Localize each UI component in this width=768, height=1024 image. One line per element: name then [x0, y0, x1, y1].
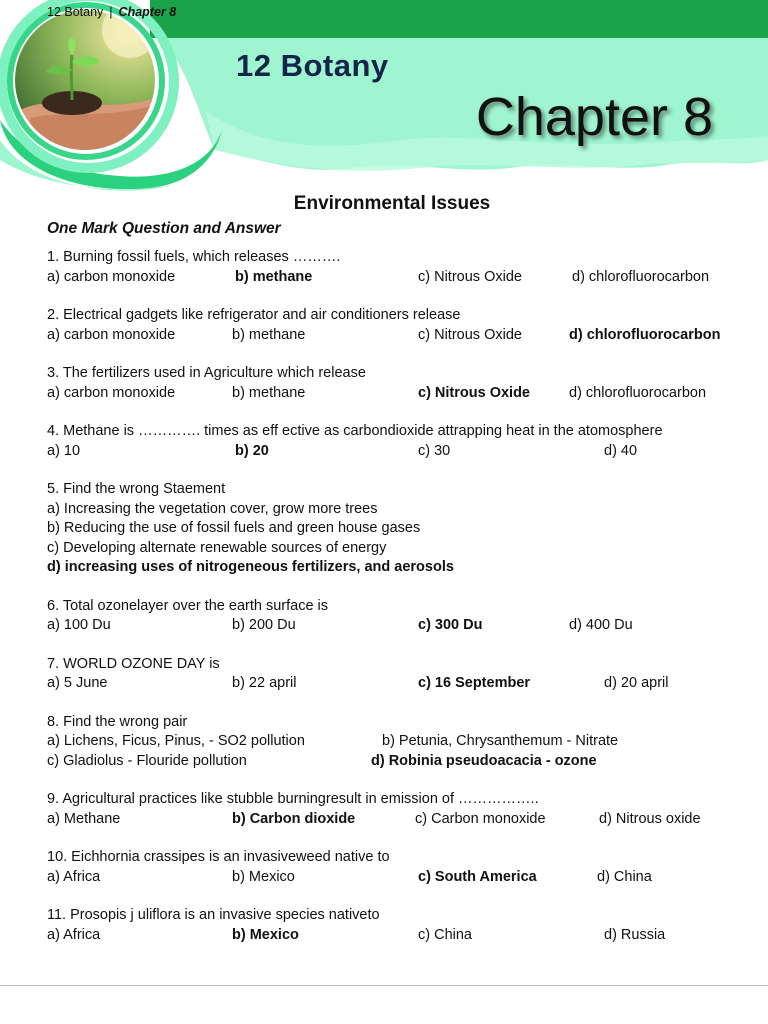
- footer-divider: [0, 985, 768, 986]
- answer-option: a) Africa: [47, 868, 101, 885]
- question-text: 7. WORLD OZONE DAY is: [47, 655, 220, 672]
- answer-option: a) 100 Du: [47, 617, 111, 633]
- answer-option: a) carbon monoxide: [47, 384, 176, 401]
- content: [47, 190, 737, 964]
- answer-option-correct: b) methane: [235, 268, 313, 285]
- answer-option: d) 400 Du: [569, 617, 633, 633]
- question-text: 9. Agricultural practices like stubble burningresult in emission of ……………..: [47, 791, 539, 807]
- answer-option-correct: b) 20: [235, 442, 269, 459]
- answer-option: a) carbon monoxide: [47, 326, 176, 343]
- question-9: [47, 790, 737, 829]
- answer-option: b) Reducing the use of fossil fuels and green house gases: [47, 520, 421, 536]
- running-head: [47, 5, 176, 19]
- question-text: 3. The fertilizers used in Agriculture which release: [47, 365, 366, 381]
- answer-option-correct: c) 16 September: [418, 675, 531, 691]
- answer-option: d) chlorofluorocarbon: [569, 384, 707, 401]
- answer-option: d) Nitrous oxide: [599, 810, 701, 827]
- options-row: [47, 326, 737, 346]
- options-row: [47, 442, 737, 462]
- answer-option: c) Nitrous Oxide: [418, 326, 522, 343]
- chapter-title: Chapter 8: [475, 87, 713, 147]
- question-text: 1. Burning fossil fuels, which releases ……….: [47, 249, 341, 265]
- answer-option: b) 200 Du: [232, 617, 296, 633]
- answer-option: c) 30: [418, 442, 451, 459]
- answer-option-correct: c) 300 Du: [418, 617, 483, 633]
- question-text: 5. Find the wrong Staement: [47, 481, 226, 497]
- answer-option: c) Developing alternate renewable sources of energy: [47, 539, 387, 556]
- answer-option: a) 5 June: [47, 675, 108, 691]
- answer-option: c) China: [418, 926, 472, 943]
- answer-option-correct: d) increasing uses of nitrogeneous fertilizers, and aerosols: [47, 559, 454, 575]
- answer-option: a) Africa: [47, 926, 101, 943]
- answer-option: d) 40: [604, 442, 638, 459]
- options-row: [47, 732, 737, 752]
- answer-option-correct: d) Robinia pseudoacacia - ozone: [371, 752, 597, 769]
- answer-option: c) Carbon monoxide: [415, 810, 546, 827]
- question-text: 10. Eichhornia crassipes is an invasiveweed native to: [47, 849, 390, 865]
- answer-option: c) Nitrous Oxide: [418, 268, 522, 285]
- question-7: [47, 655, 737, 694]
- question-10: [47, 848, 737, 887]
- answer-option-correct: d) chlorofluorocarbon: [569, 326, 721, 343]
- page-title: Environmental Issues: [293, 193, 491, 214]
- answer-option: c) Gladiolus - Flouride pollution: [47, 752, 247, 769]
- options-row: [47, 616, 737, 636]
- question-text: 2. Electrical gadgets like refrigerator and air conditioners release: [47, 307, 461, 323]
- answer-option: d) chlorofluorocarbon: [572, 268, 710, 285]
- answer-option: a) 10: [47, 442, 81, 459]
- question-text: 6. Total ozonelayer over the earth surface is: [47, 597, 329, 614]
- options-row: [47, 868, 737, 888]
- answer-option: a) Lichens, Ficus, Pinus, - SO2 pollution: [47, 733, 305, 749]
- answer-option-correct: c) Nitrous Oxide: [418, 384, 530, 401]
- answer-option: d) China: [597, 868, 652, 885]
- book-title: 12 Botany: [236, 48, 389, 83]
- options-row: [47, 384, 737, 404]
- options-row: [47, 810, 737, 830]
- question-text: 11. Prosopis j uliflora is an invasive species nativeto: [47, 907, 380, 923]
- answer-option: a) Increasing the vegetation cover, grow more trees: [47, 500, 378, 517]
- answer-option: a) Methane: [47, 810, 121, 827]
- answer-option-correct: c) South America: [418, 868, 537, 885]
- question-5: [47, 480, 737, 578]
- running-chapter: Chapter 8: [118, 5, 177, 19]
- question-1: [47, 248, 737, 287]
- question-text: 4. Methane is …………. times as eff ective as carbondioxide attrapping heat in the atomosphere: [47, 423, 663, 439]
- question-6: [47, 597, 737, 636]
- options-row: [47, 926, 737, 946]
- options-row: [47, 752, 737, 772]
- answer-option: b) Mexico: [232, 868, 295, 885]
- question-2: [47, 306, 737, 345]
- options-row: [47, 674, 737, 694]
- answer-option: d) 20 april: [604, 675, 669, 691]
- running-separator: |: [109, 5, 113, 19]
- section-title: One Mark Question and Answer: [47, 220, 281, 237]
- answer-option: b) methane: [232, 326, 306, 343]
- question-3: [47, 364, 737, 403]
- options-row: [47, 268, 737, 288]
- answer-option-correct: b) Carbon dioxide: [232, 810, 356, 827]
- answer-option: b) 22 april: [232, 675, 297, 691]
- running-subject: 12 Botany: [47, 5, 104, 19]
- question-text: 8. Find the wrong pair: [47, 713, 188, 730]
- answer-option-correct: b) Mexico: [232, 926, 299, 943]
- answer-option: b) methane: [232, 384, 306, 401]
- answer-option: b) Petunia, Chrysanthemum - Nitrate: [382, 733, 619, 749]
- answer-option: d) Russia: [604, 926, 666, 943]
- question-4: [47, 422, 737, 461]
- question-8: [47, 713, 737, 772]
- question-11: [47, 906, 737, 945]
- question-list: [47, 248, 737, 945]
- answer-option: a) carbon monoxide: [47, 268, 176, 285]
